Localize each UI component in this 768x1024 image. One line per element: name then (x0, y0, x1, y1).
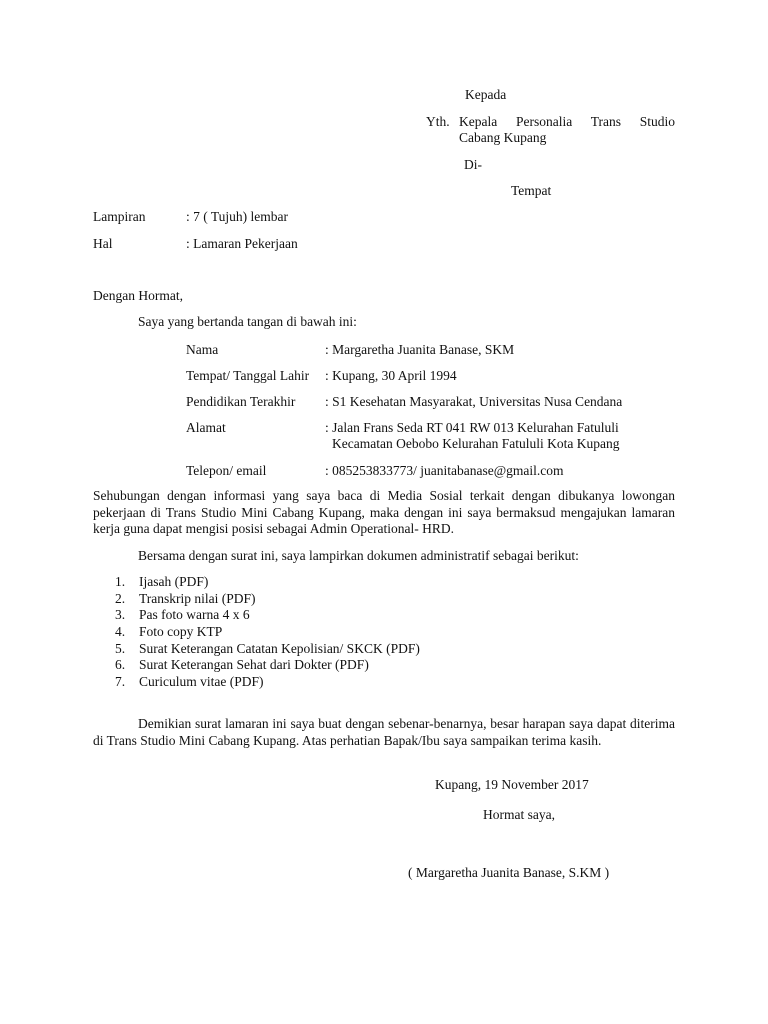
nama-value: : Margaretha Juanita Banase, SKM (325, 342, 515, 357)
attachment-list (115, 574, 420, 691)
hal-value: : Lamaran Pekerjaan (186, 236, 298, 251)
place-date: Kupang, 19 November 2017 (435, 777, 589, 792)
telepon-value: : 085253833773/ juanitabanase@gmail.com (325, 463, 564, 478)
lampiran-value: : 7 ( Tujuh) lembar (186, 209, 289, 224)
list-text: Curiculum vitae (PDF) (139, 674, 264, 690)
paragraph-attachments-intro: Bersama dengan surat ini, saya lampirkan dokumen administratif sebagai berikut: (138, 548, 579, 563)
list-text: Ijasah (PDF) (139, 574, 209, 589)
list-text: Surat Keterangan Catatan Kepolisian/ SKCK (PDF) (139, 640, 420, 656)
tempat-label: Tempat (511, 183, 552, 198)
nama-label: Nama (186, 342, 219, 357)
list-number: 1. (115, 574, 126, 589)
list-item (115, 674, 420, 691)
list-item (115, 574, 420, 591)
list-text: Transkrip nilai (PDF) (139, 590, 256, 606)
telepon-label: Telepon/ email (186, 463, 267, 478)
list-item (115, 641, 420, 658)
recipient-line-1: Kepala Personalia Trans Studio (459, 114, 675, 129)
hormat-saya: Hormat saya, (483, 807, 555, 822)
list-number: 6. (115, 657, 126, 673)
pendidikan-value: : S1 Kesehatan Masyarakat, Universitas Nusa Cendana (325, 394, 623, 409)
list-number: 3. (115, 607, 126, 623)
list-text: Surat Keterangan Sehat dari Dokter (PDF) (139, 657, 369, 673)
list-number: 7. (115, 674, 126, 690)
list-item (115, 624, 420, 641)
kepada-label: Kepada (465, 87, 507, 102)
list-item (115, 657, 420, 674)
list-item (115, 607, 420, 624)
alamat-label: Alamat (186, 420, 226, 435)
alamat-value-line-2: Kecamatan Oebobo Kelurahan Fatululi Kota Kupang (332, 436, 620, 451)
greeting: Dengan Hormat, (93, 288, 183, 303)
hal-label: Hal (93, 236, 113, 251)
list-text: Pas foto warna 4 x 6 (139, 607, 250, 623)
di-label: Di- (464, 157, 482, 172)
alamat-value-line-1: : Jalan Frans Seda RT 041 RW 013 Kelurahan Fatululi (325, 420, 619, 435)
yth-prefix: Yth. (426, 114, 450, 129)
ttl-label: Tempat/ Tanggal Lahir (186, 368, 310, 383)
pendidikan-label: Pendidikan Terakhir (186, 394, 296, 409)
ttl-value: : Kupang, 30 April 1994 (325, 368, 457, 383)
list-number: 2. (115, 590, 126, 606)
intro-line: Saya yang bertanda tangan di bawah ini: (138, 314, 357, 329)
list-number: 4. (115, 624, 126, 640)
paragraph-closing: Demikian surat lamaran ini saya buat dengan sebenar-benarnya, besar harapan saya dapat diterima di Trans Studio Mini Cabang Kupang. Atas perhatian Bapak/Ibu saya sampaikan terima kasih. (93, 716, 675, 748)
lampiran-label: Lampiran (93, 209, 146, 224)
list-text: Foto copy KTP (139, 624, 223, 640)
list-item (115, 591, 420, 608)
list-number: 5. (115, 640, 126, 656)
paragraph-intro: Sehubungan dengan informasi yang saya baca di Media Sosial terkait dengan dibukanya lowongan pekerjaan di Trans Studio Mini Cabang Kupang, maka dengan ini saya bermaksud mengajukan lamaran kerja guna dapat mengisi posisi sebagai Admin Operational- HRD. (93, 488, 675, 536)
recipient-line-2: Cabang Kupang (459, 130, 547, 145)
signatory-name: ( Margaretha Juanita Banase, S.KM ) (408, 865, 610, 880)
